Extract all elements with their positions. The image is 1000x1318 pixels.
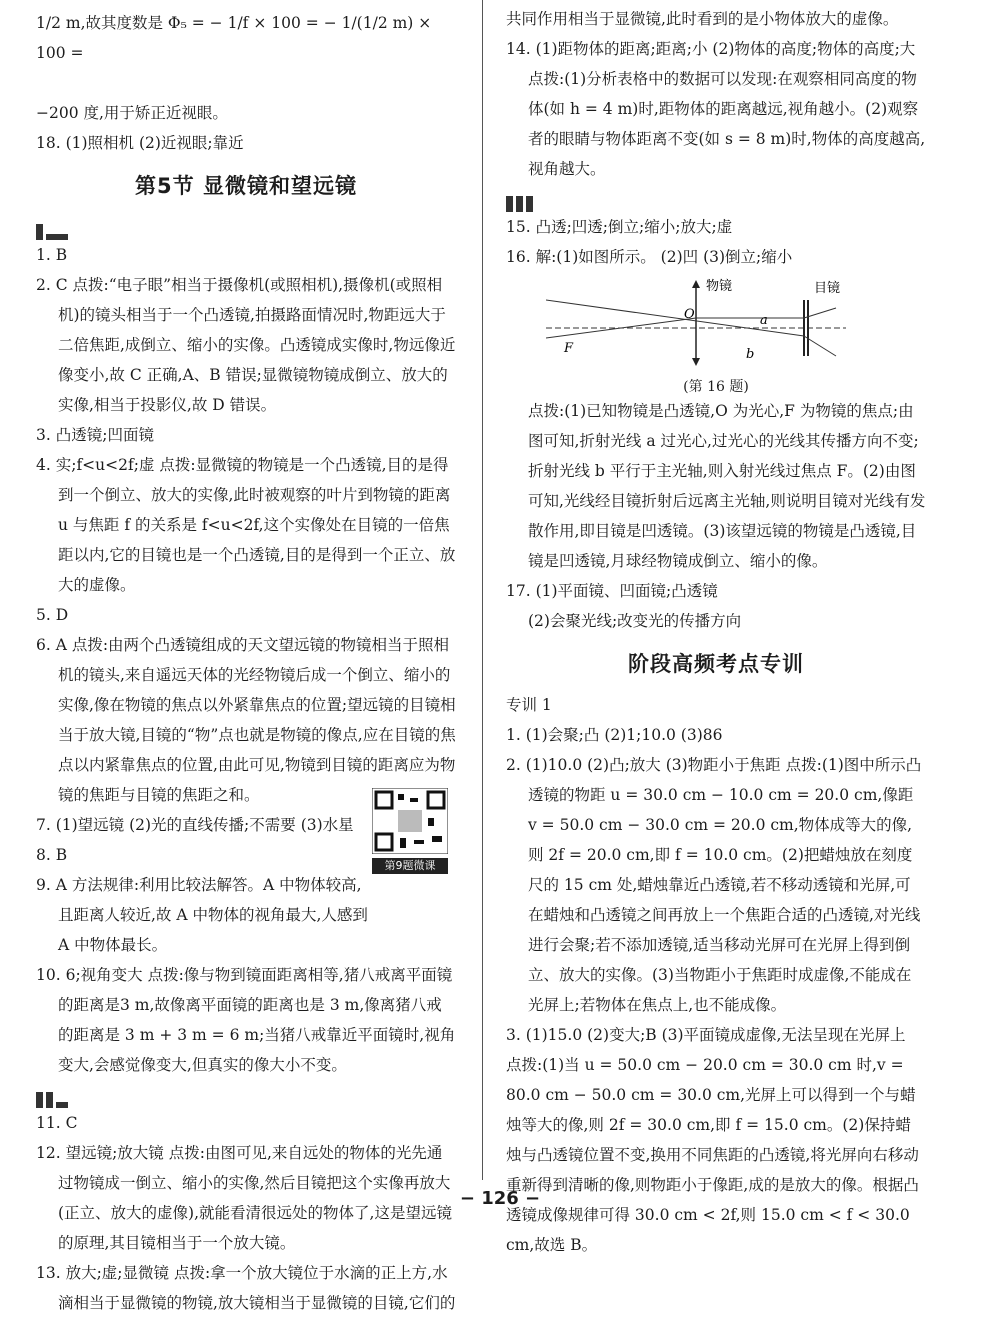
column-divider bbox=[482, 0, 483, 1180]
label-objective: 物镜 bbox=[706, 279, 733, 294]
answer-11: 11. C bbox=[36, 1114, 78, 1132]
section-title-stage-training: 阶段高频考点专训 bbox=[628, 652, 804, 676]
figure-caption: (第 16 题) bbox=[683, 379, 749, 395]
level-icon bbox=[506, 192, 538, 212]
answer-16-note: 点拨:(1)已知物镜是凸透镜,O 为光心,F 为物镜的焦点;由图可知,折射光线 a 过光心,过光心的光线其传播方向不变;折射光线 b 平行于主光轴,则入射光线过焦点 F。(2)由图可知,光线经目镜折射后远离主光轴,则说明目镜对光线有发散作用,即目镜是凹透镜。(3)该望远镜的物镜是凸透镜,目镜是凹透镜,月球经物镜成倒立、缩小的像。 bbox=[528, 402, 926, 570]
answer-3: 3. 凸透镜;凹面镜 bbox=[36, 426, 154, 444]
label-b: b bbox=[746, 347, 755, 362]
level-icon bbox=[36, 220, 68, 240]
answer-9: 9. A 方法规律:利用比较法解答。A 中物体较高,且距离人较近,故 A 中物体的视角最大,人感到 A 中物体最长。 bbox=[36, 876, 368, 954]
level-two-marker bbox=[36, 1080, 456, 1108]
level-icon bbox=[36, 1088, 68, 1108]
answer-13: 13. 放大;虚;显微镜 点拨:拿一个放大镜位于水滴的正上方,水滴相当于显微镜的物镜,放大镜相当于显微镜的目镜,它们的 bbox=[36, 1264, 456, 1312]
training-answer-2: 2. (1)10.0 (2)凸;放大 (3)物距小于焦距 点拨:(1)图中所示凸透镜的物距 u = 30.0 cm − 10.0 cm = 20.0 cm,像距 v = 50.0 cm − 30.0 cm = 20.0 cm,物体成等大的像,则 2f = 20.0 cm,即 f = 10.0 cm。(2)把蜡烛放在刻度尺的 15 cm 处,蜡烛靠近凸透镜,若不移动透镜和光屏,可在蜡烛和凸透镜之间再放上一个焦距合适的凸透镜,对光线进行会聚;若不添加透镜,适当移动光屏可在光屏上得到倒立、放大的实像。(3)当物距小于焦距时成虚像,不能成在光屏上;若物体在焦点上,也不能成像。 bbox=[506, 756, 922, 1014]
answer-6: 6. A 点拨:由两个凸透镜组成的天文望远镜的物镜相当于照相机的镜头,来自遥远天体的光经物镜后成一个倒立、缩小的实像,像在物镜的焦点以外紧靠焦点的位置;望远镜的目镜相当于放大镜,目镜的“物”点也就是物镜的像点,应在目镜的焦点以内紧靠焦点的位置,由此可见,物镜到目镜的距离应为物镜的焦距与目镜的焦距之和。 bbox=[36, 636, 456, 804]
answer-17-part1: 17. (1)平面镜、凹面镜;凸透镜 bbox=[506, 582, 718, 600]
answer-16: 16. 解:(1)如图所示。 (2)凹 (3)倒立;缩小 bbox=[506, 248, 793, 266]
answer-10: 10. 6;视角变大 点拨:像与物到镜面距离相等,猪八戒离平面镜的距离是3 m,故像离平面镜的距离也是 3 m,像离猪八戒的距离是 3 m + 3 m = 6 m;当猪八戒靠近平面镜时,视角变大,会感觉像变大,但真实的像大小不变。 bbox=[36, 966, 456, 1074]
page-number: − 126 − bbox=[459, 1188, 541, 1209]
formula-line: 1/2 m,故其度数是 Φ₅ = − 1/f × 100 = − 1/(1/2 m) × 100 = bbox=[36, 14, 432, 62]
answer-2: 2. C 点拨:“电子眼”相当于摄像机(或照相机),摄像机(或照相机)的镜头相当于一个凸透镜,拍摄路面情况时,物距远大于二倍焦距,成倒立、缩小的实像。凸透镜成实像时,物远像近像变小,故 C 正确,A、B 错误;显微镜物镜成倒立、放大的实像,相当于投影仪,故 D 错误。 bbox=[36, 276, 456, 414]
answer-12: 12. 望远镜;放大镜 点拨:由图可见,来自远处的物体的光先通过物镜成一倒立、缩小的实像,然后目镜把这个实像再放大(正立、放大的虚像),就能看清很远处的物体了,这是望远镜的原理,其目镜相当于一个放大镜。 bbox=[36, 1144, 452, 1252]
right-column bbox=[506, 0, 926, 1260]
answer-18: 18. (1)照相机 (2)近视眼;靠近 bbox=[36, 134, 244, 152]
formula-result: −200 度,用于矫正近视眼。 bbox=[36, 104, 228, 122]
label-eyepiece: 目镜 bbox=[814, 281, 841, 296]
training-answer-3: 3. (1)15.0 (2)变大;B (3)平面镜成虚像,无法呈现在光屏上 bbox=[506, 1026, 906, 1044]
answer-13-continued: 共同作用相当于显微镜,此时看到的是小物体放大的虚像。 bbox=[506, 10, 899, 28]
answer-8: 8. B bbox=[36, 846, 68, 864]
answer-5: 5. D bbox=[36, 606, 69, 624]
answer-14: 14. (1)距物体的距离;距离;小 (2)物体的高度;物体的高度;大 点拨:(1)分析表格中的数据可以发现:在观察相同高度的物体(如 h = 4 m)时,距物体的距离越远,视角越小。(2)观察者的眼睛与物体距离不变(如 s = 8 m)时,物体的高度越高,视角越大。 bbox=[506, 40, 926, 178]
answer-7: 7. (1)望远镜 (2)光的直线传播;不需要 (3)水星 bbox=[36, 816, 354, 834]
left-column bbox=[36, 0, 456, 1318]
section-title-5: 第5节 显微镜和望远镜 bbox=[135, 174, 357, 198]
telescope-figure bbox=[546, 278, 906, 368]
answer-1: 1. B bbox=[36, 246, 68, 264]
level-three-marker bbox=[506, 184, 926, 212]
answer-17-part2: (2)会聚光线;改变光的传播方向 bbox=[528, 612, 742, 630]
training-answer-3-note: 点拨:(1)当 u = 50.0 cm − 20.0 cm = 30.0 cm 时,v = 80.0 cm − 50.0 cm = 30.0 cm,光屏上可以得到一个与蜡烛等大的像,则 2f = 30.0 cm,即 f = 15.0 cm。(2)保持蜡烛与凸透镜位置不变,换用不同焦距的凸透镜,将光屏向右移动重新得到清晰的像,则物距小于像距,成的是放大的像。根据凸透镜成像规律可得 30.0 cm < 2f,则 15.0 cm < f < 30.0 cm,故选 B。 bbox=[506, 1056, 919, 1254]
label-O: O bbox=[684, 307, 695, 322]
qr-code-icon bbox=[372, 788, 448, 854]
training-label: 专训 1 bbox=[506, 696, 552, 714]
level-one-marker bbox=[36, 212, 456, 240]
answer-4: 4. 实;f<u<2f;虚 点拨:显微镜的物镜是一个凸透镜,目的是得到一个倒立、放大的实像,此时被观察的叶片到物镜的距离 u 与焦距 f 的关系是 f<u<2f,这个实像处在目镜的一倍焦距以内,它的目镜也是一个凸透镜,目的是得到一个正立、放大的虚像。 bbox=[36, 456, 456, 594]
qr-label: 第9题微课 bbox=[372, 858, 448, 874]
label-a: a bbox=[760, 313, 768, 328]
qr-code[interactable] bbox=[372, 788, 448, 872]
answer-15: 15. 凸透;凹透;倒立;缩小;放大;虚 bbox=[506, 218, 733, 236]
label-F: F bbox=[564, 341, 574, 356]
training-answer-1: 1. (1)会聚;凸 (2)1;10.0 (3)86 bbox=[506, 726, 723, 744]
